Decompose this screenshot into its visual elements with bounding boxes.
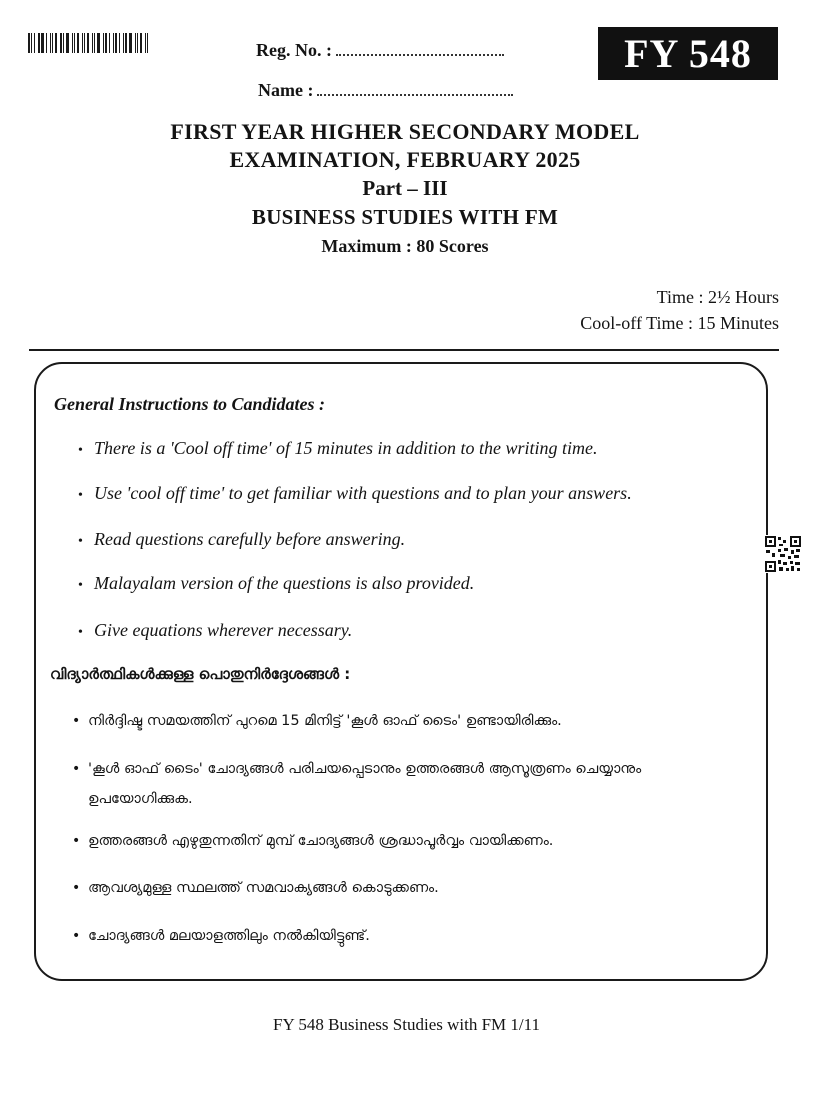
header-divider [29, 349, 779, 351]
instruction-en-text: Malayalam version of the questions is also provided. [94, 573, 475, 593]
time-duration: Time : 2½ Hours [656, 287, 779, 307]
name-blank [317, 82, 513, 96]
instruction-ml-continuation: ഉപയോഗിക്കുക. [88, 791, 193, 807]
instruction-ml-item: • 'കൂൾ ഓഫ് ടൈം' ചോദ്യങ്ങൾ പരിചയപ്പെടാനും ഉത്തരങ്ങൾ ആസൂത്രണം ചെയ്യാനും [72, 761, 642, 777]
instruction-en-text: Give equations wherever necessary. [94, 620, 353, 640]
instruction-ml-text: നിർദ്ദിഷ്ട സമയത്തിന് പുറമെ 15 മിനിട്ട് 'കൂൾ ഓഫ് ടൈം' ഉണ്ടായിരിക്കും. [88, 713, 562, 729]
exam-subject: BUSINESS STUDIES WITH FM [251, 205, 559, 229]
instruction-ml-item: • ഉത്തരങ്ങൾ എഴുതുന്നതിന് മുമ്പ് ചോദ്യങ്ങൾ ശ്രദ്ധാപൂർവ്വം വായിക്കണം. [72, 833, 554, 849]
instruction-en-item: • There is a 'Cool off time' of 15 minutes in addition to the writing time. [78, 438, 598, 458]
instruction-ml-item: • ആവശ്യമുള്ള സ്ഥലത്ത് സമവാക്യങ്ങൾ കൊടുക്കണം. [72, 880, 439, 896]
barcode-icon [28, 33, 150, 53]
qr-code-icon [764, 535, 802, 573]
instruction-en-item: • Give equations wherever necessary. [78, 620, 353, 640]
name-label: Name : [258, 80, 314, 100]
instruction-en-text: Read questions carefully before answering. [94, 529, 406, 549]
instruction-en-text: Use 'cool off time' to get familiar with questions and to plan your answers. [94, 483, 632, 503]
exam-part: Part – III [362, 176, 448, 200]
cool-off-time: Cool-off Time : 15 Minutes [580, 313, 779, 333]
exam-title-block [60, 118, 750, 260]
exam-title-line1: FIRST YEAR HIGHER SECONDARY MODEL [170, 119, 640, 144]
max-score: Maximum : 80 Scores [321, 236, 489, 256]
instruction-en-text: There is a 'Cool off time' of 15 minutes in addition to the writing time. [94, 438, 598, 458]
instruction-en-item: • Use 'cool off time' to get familiar with questions and to plan your answers. [78, 483, 632, 503]
instruction-en-item: • Malayalam version of the questions is also provided. [78, 573, 475, 593]
instruction-ml-text: ചോദ്യങ്ങൾ മലയാളത്തിലും നൽകിയിട്ടുണ്ട്. [88, 928, 370, 944]
instruction-ml-text: 'കൂൾ ഓഫ് ടൈം' ചോദ്യങ്ങൾ പരിചയപ്പെടാനും ഉത്തരങ്ങൾ ആസൂത്രണം ചെയ്യാനും [88, 761, 642, 777]
instruction-en-item: • Read questions carefully before answering. [78, 529, 406, 549]
instruction-ml-text: ആവശ്യമുള്ള സ്ഥലത്ത് സമവാക്യങ്ങൾ കൊടുക്കണം. [88, 880, 439, 896]
reg-no-field [256, 40, 504, 61]
instruction-ml-text: ഉത്തരങ്ങൾ എഴുതുന്നതിന് മുമ്പ് ചോദ്യങ്ങൾ ശ്രദ്ധാപൂർവ്വം വായിക്കണം. [88, 833, 554, 849]
name-field [258, 80, 513, 101]
instructions-en-heading: General Instructions to Candidates : [54, 394, 326, 414]
instruction-ml-item: • ചോദ്യങ്ങൾ മലയാളത്തിലും നൽകിയിട്ടുണ്ട്. [72, 928, 370, 944]
instructions-ml-heading: വിദ്യാർത്ഥികൾക്കുള്ള പൊതുനിർദ്ദേശങ്ങൾ : [50, 665, 351, 683]
reg-no-blank [336, 42, 504, 56]
exam-title-line2: EXAMINATION, FEBRUARY 2025 [229, 147, 581, 172]
time-block [580, 284, 779, 336]
instruction-ml-item: • നിർദ്ദിഷ്ട സമയത്തിന് പുറമെ 15 മിനിട്ട് 'കൂൾ ഓഫ് ടൈം' ഉണ്ടായിരിക്കും. [72, 713, 562, 729]
reg-no-label: Reg. No. : [256, 40, 332, 60]
paper-code-badge: FY 548 [598, 27, 778, 80]
page-footer: FY 548 Business Studies with FM 1/11 [272, 1015, 540, 1034]
